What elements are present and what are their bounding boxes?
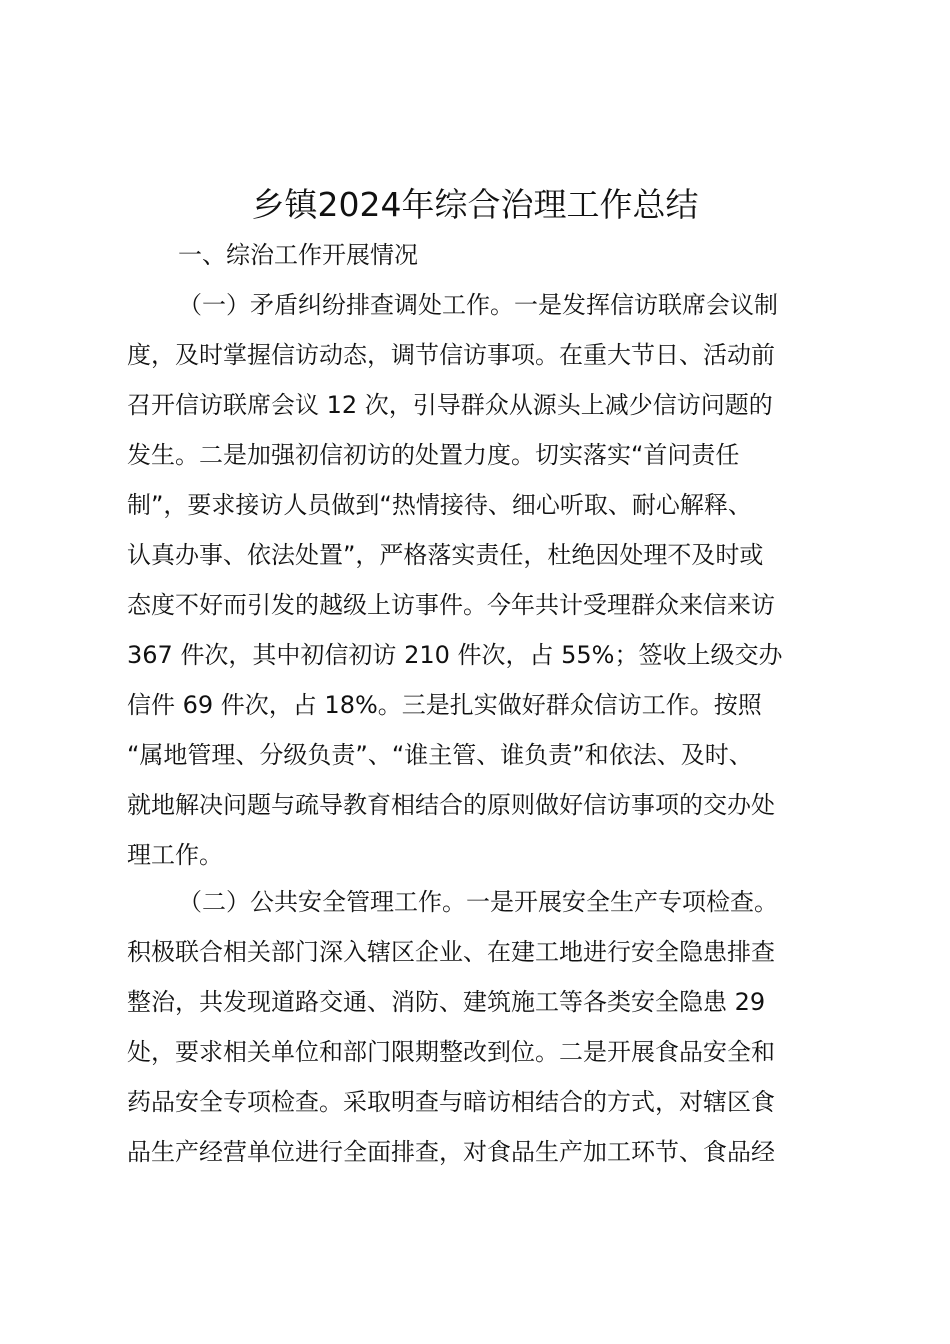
paragraph-public-safety: [127, 877, 843, 1177]
paragraph-line: 药品安全专项检查。采取明查与暗访相结合的方式，对辖区食: [127, 1088, 775, 1116]
paragraph-line: 就地解决问题与疏导教育相结合的原则做好信访事项的交办处: [127, 791, 775, 819]
paragraph-line: （二）公共安全管理工作。一是开展安全生产专项检查。: [178, 888, 778, 916]
paragraph-line: 发生。二是加强初信初访的处置力度。切实落实“首问责任: [127, 441, 740, 469]
paragraph-line: 态度不好而引发的越级上访事件。今年共计受理群众来信来访: [127, 591, 775, 619]
paragraph-line: 制”，要求接访人员做到“热情接待、细心听取、耐心解释、: [127, 491, 752, 519]
paragraph-line: 积极联合相关部门深入辖区企业、在建工地进行安全隐患排查: [127, 938, 775, 966]
paragraph-line: “属地管理、分级负责”、“谁主管、谁负责”和依法、及时、: [127, 741, 753, 769]
paragraph-line: （一）矛盾纠纷排查调处工作。一是发挥信访联席会议制: [178, 291, 778, 319]
paragraph-line: 整治，共发现道路交通、消防、建筑施工等各类安全隐患 29: [127, 988, 766, 1016]
document-title: 乡镇2024年综合治理工作总结: [251, 185, 699, 224]
paragraph-line: 理工作。: [127, 841, 223, 869]
paragraph-line: 信件 69 件次，占 18%。三是扎实做好群众信访工作。按照: [127, 691, 762, 719]
paragraph-line: 品生产经营单位进行全面排查，对食品生产加工环节、食品经: [127, 1138, 775, 1166]
paragraph-dispute-resolution: [127, 280, 843, 880]
section-heading: 一、综治工作开展情况: [178, 241, 418, 269]
paragraph-line: 处，要求相关单位和部门限期整改到位。二是开展食品安全和: [127, 1038, 775, 1066]
paragraph-line: 召开信访联席会议 12 次，引导群众从源头上减少信访问题的: [127, 391, 773, 419]
paragraph-line: 认真办事、依法处置”，严格落实责任，杜绝因处理不及时或: [127, 541, 764, 569]
paragraph-line: 度，及时掌握信访动态，调节信访事项。在重大节日、活动前: [127, 341, 775, 369]
paragraph-line: 367 件次，其中初信初访 210 件次，占 55%；签收上级交办: [127, 641, 783, 669]
